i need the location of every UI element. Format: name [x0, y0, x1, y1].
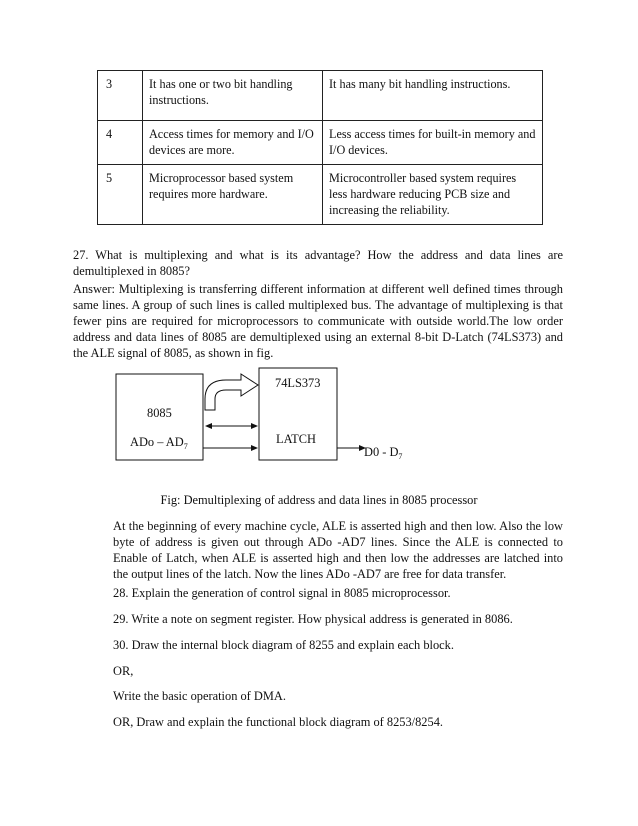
latch-label: LATCH	[276, 432, 316, 446]
microcontroller-cell: It has many bit handling instructions.	[323, 71, 543, 121]
answer-27: Answer: Multiplexing is transferring different information at different well defined times through same lines. A group of such lines is called multiplexed bus. The advantage of multiplexing is that fewer pins are required for microprocessors to communicate with outside world.The low order address and data lines of 8085 are demultiplexed using an external 8-bit D-Latch (74LS373) and the ALE signal of 8085, as shown in fig.	[73, 282, 563, 360]
explanation-paragraph: At the beginning of every machine cycle, ALE is asserted high and then low. Also the low byte of address is given out through ADo -AD7 lines. Since the ALE is connected to Enable of Latch, when ALE is asserted high and then low the addresses are latched into the output lines of the latch. Now the lines ADo -AD7 are free for data transfer.	[113, 519, 563, 581]
question-29: 29. Write a note on segment register. How physical address is generated in 8086.	[113, 612, 513, 626]
row-number: 4	[98, 121, 143, 165]
arrow-head-left	[205, 423, 212, 429]
question-dma: Write the basic operation of DMA.	[113, 689, 286, 703]
or-label: OR,	[113, 664, 134, 678]
ale-arrow	[205, 374, 258, 410]
question-8253: OR, Draw and explain the functional block diagram of 8253/8254.	[113, 715, 443, 729]
question-30: 30. Draw the internal block diagram of 8255 and explain each block.	[113, 638, 454, 652]
microprocessor-cell: It has one or two bit handling instructions.	[143, 71, 323, 121]
row-number: 3	[98, 71, 143, 121]
microcontroller-cell: Microcontroller based system requires less hardware reducing PCB size and increasing the reliability.	[323, 165, 543, 225]
microcontroller-cell: Less access times for built-in memory and I/O devices.	[323, 121, 543, 165]
latch-chip-label: 74LS373	[275, 376, 321, 390]
question-28: 28. Explain the generation of control signal in 8085 microprocessor.	[113, 586, 451, 600]
input-arrow-head	[251, 445, 258, 451]
cpu-pins-label: ADo – $AD_7$	[130, 435, 188, 451]
row-number: 5	[98, 165, 143, 225]
cpu-label: 8085	[147, 406, 172, 420]
figure-caption: Fig: Demultiplexing of address and data lines in 8085 processor	[160, 493, 478, 507]
output-label: $D0 - D_7$	[364, 445, 403, 461]
microprocessor-cell: Microprocessor based system requires more hardware.	[143, 165, 323, 225]
microprocessor-cell: Access times for memory and I/O devices are more.	[143, 121, 323, 165]
arrow-head-right	[251, 423, 258, 429]
question-27: 27. What is multiplexing and what is its advantage? How the address and data lines are demultiplexed in 8085?	[73, 248, 563, 278]
